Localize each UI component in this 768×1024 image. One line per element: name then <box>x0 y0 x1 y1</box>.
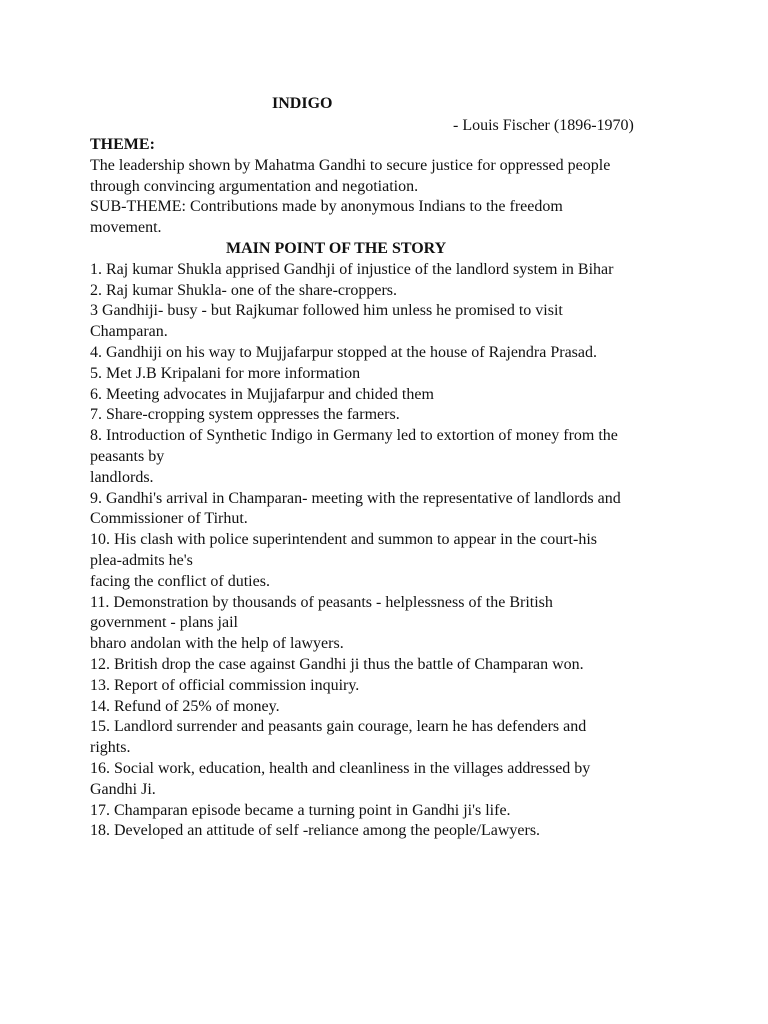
point-line: 8. Introduction of Synthetic Indigo in Germany led to extortion of money from the <box>90 427 618 445</box>
point-line: facing the conflict of duties. <box>90 572 270 590</box>
point-line: 13. Report of official commission inquiry. <box>90 676 360 694</box>
point-line: rights. <box>90 739 131 757</box>
point-line: 9. Gandhi's arrival in Champaran- meeting with the representative of landlords and <box>90 489 621 507</box>
point-line: 10. His clash with police superintendent and summon to appear in the court-his <box>90 531 597 549</box>
point-line: 7. Share-cropping system oppresses the farmers. <box>90 406 400 424</box>
point-line: 6. Meeting advocates in Mujjafarpur and chided them <box>90 385 434 403</box>
theme-line: The leadership shown by Mahatma Gandhi to secure justice for oppressed people <box>90 156 611 174</box>
point-line: government - plans jail <box>90 614 238 632</box>
theme-line: through convincing argumentation and negotiation. <box>90 177 419 195</box>
point-line: 2. Raj kumar Shukla- one of the share-croppers. <box>90 281 398 299</box>
author-line: - Louis Fischer (1896-1970) <box>453 117 634 134</box>
point-line: 16. Social work, education, health and cleanliness in the villages addressed by <box>90 759 591 777</box>
point-line: landlords. <box>90 468 154 486</box>
point-line: 14. Refund of 25% of money. <box>90 697 280 715</box>
point-line: 18. Developed an attitude of self -reliance among the people/Lawyers. <box>90 822 541 840</box>
main-point-heading: MAIN POINT OF THE STORY <box>226 239 447 257</box>
document-title: INDIGO <box>272 95 333 112</box>
point-line: 4. Gandhiji on his way to Mujjafarpur stopped at the house of Rajendra Prasad. <box>90 343 597 361</box>
point-line: 17. Champaran episode became a turning point in Gandhi ji's life. <box>90 801 511 819</box>
point-line: peasants by <box>90 447 165 465</box>
point-line: 15. Landlord surrender and peasants gain courage, learn he has defenders and <box>90 718 587 736</box>
point-line: 5. Met J.B Kripalani for more information <box>90 364 361 382</box>
point-line: 11. Demonstration by thousands of peasants - helplessness of the British <box>90 593 553 611</box>
point-line: bharo andolan with the help of lawyers. <box>90 635 344 653</box>
subtheme-line: movement. <box>90 219 162 237</box>
point-line: Commissioner of Tirhut. <box>90 510 248 528</box>
point-line: 3 Gandhiji- busy - but Rajkumar followed him unless he promised to visit <box>90 302 563 320</box>
theme-heading: THEME: <box>90 136 155 153</box>
document-body <box>90 135 690 842</box>
point-line: 12. British drop the case against Gandhi ji thus the battle of Champaran won. <box>90 655 584 673</box>
point-line: Champaran. <box>90 323 168 341</box>
point-line: Gandhi Ji. <box>90 780 156 798</box>
subtheme-line: SUB-THEME: Contributions made by anonymous Indians to the freedom <box>90 198 563 216</box>
point-line: 1. Raj kumar Shukla apprised Gandhji of injustice of the landlord system in Bihar <box>90 260 614 278</box>
point-line: plea-admits he's <box>90 551 193 569</box>
